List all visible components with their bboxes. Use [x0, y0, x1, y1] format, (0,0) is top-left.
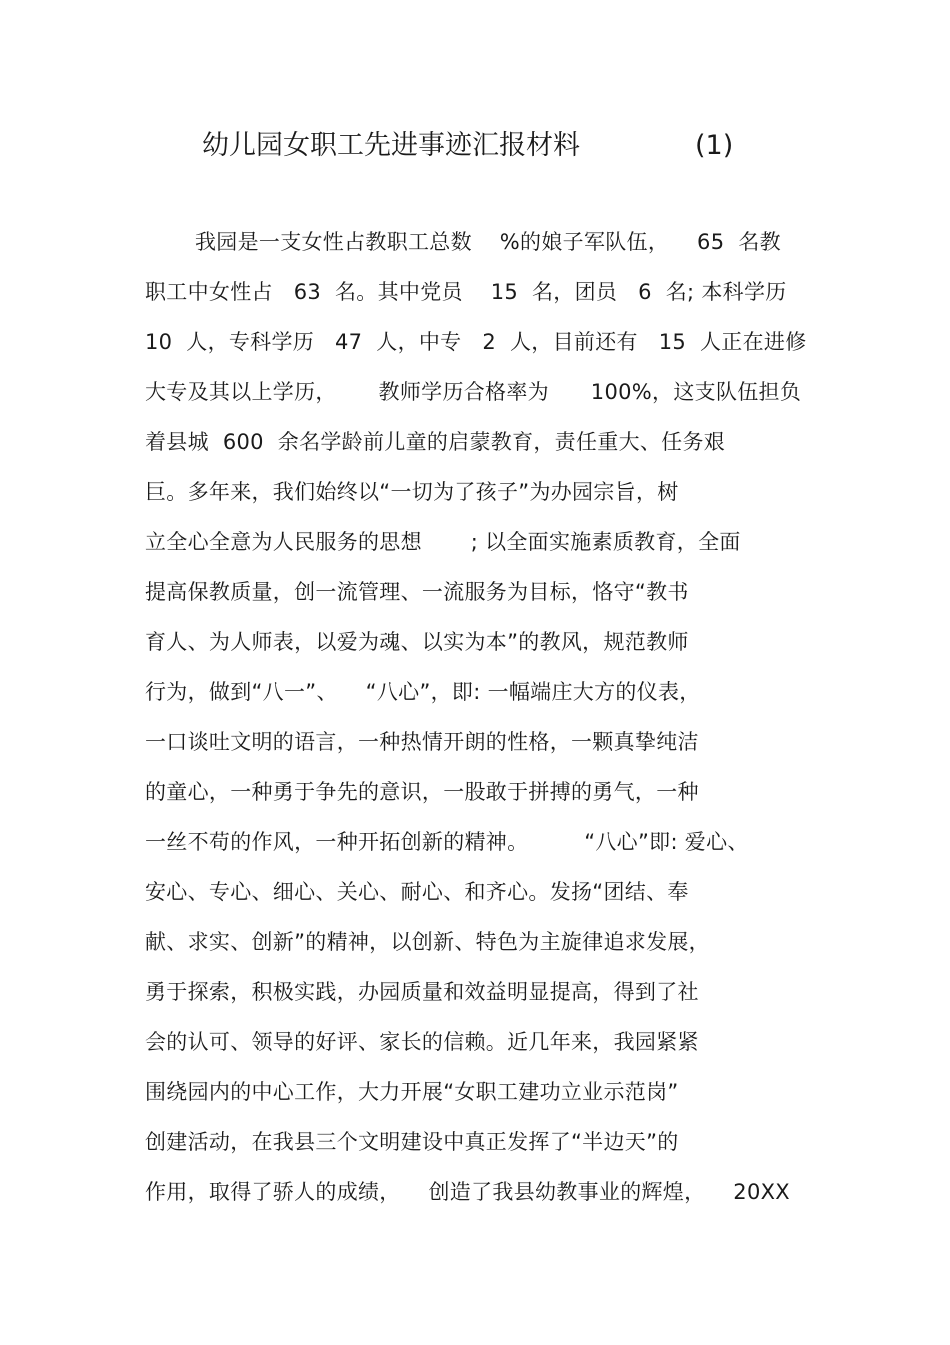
text-line: 会的认可、领导的好评、家长的信赖。近几年来，我园紧紧 [145, 1030, 699, 1054]
text-line: 着县城 600 余名学龄前儿童的启蒙教育，责任重大、任务艰 [145, 430, 726, 454]
text-line: 10 人，专科学历 47 人，中专 2 人，目前还有 15 人正在进修 [145, 330, 807, 354]
text-line: 一丝不苟的作风，一种开拓创新的精神。 “八心”即: 爱心、 [145, 830, 749, 854]
text-line: 一口谈吐文明的语言，一种热情开朗的性格，一颗真挚纯洁 [145, 730, 699, 754]
text-line: 大专及其以上学历， 教师学历合格率为 100%，这支队伍担负 [145, 380, 802, 404]
text-line: 立全心全意为人民服务的思想 ; 以全面实施素质教育，全面 [145, 530, 741, 554]
text-line: 提高保教质量，创一流管理、一流服务为目标，恪守“教书 [145, 580, 689, 604]
text-line: 的童心，一种勇于争先的意识，一股敢于拼搏的勇气，一种 [145, 780, 699, 804]
text-line: 行为，做到“八一”、 “八心”，即: 一幅端庄大方的仪表， [145, 680, 701, 704]
text-line: 我园是一支女性占教职工总数 %的娘子军队伍， 65 名教 [195, 230, 781, 254]
text-line: 献、求实、创新”的精神，以创新、特色为主旋律追求发展， [145, 930, 710, 954]
text-line: 巨。多年来，我们始终以“一切为了孩子”为办园宗旨，树 [145, 480, 679, 504]
text-line: 勇于探索，积极实践，办园质量和效益明显提高，得到了社 [145, 980, 699, 1004]
text-line: 围绕园内的中心工作，大力开展“女职工建功立业示范岗” [145, 1080, 679, 1104]
text-line: 职工中女性占 63 名。其中党员 15 名，团员 6 名; 本科学历 [145, 280, 787, 304]
title-number: (1) [695, 130, 734, 161]
title-main: 幼儿园女职工先进事迹汇报材料 [202, 130, 580, 161]
text-line: 创建活动，在我县三个文明建设中真正发挥了“半边天”的 [145, 1130, 679, 1154]
text-line: 安心、专心、细心、关心、耐心、和齐心。发扬“团结、奉 [145, 880, 689, 904]
document-title [0, 124, 950, 168]
text-line: 育人、为人师表，以爱为魂、以实为本”的教风，规范教师 [145, 630, 689, 654]
text-line: 作用，取得了骄人的成绩， 创造了我县幼教事业的辉煌， 20XX [145, 1180, 790, 1204]
